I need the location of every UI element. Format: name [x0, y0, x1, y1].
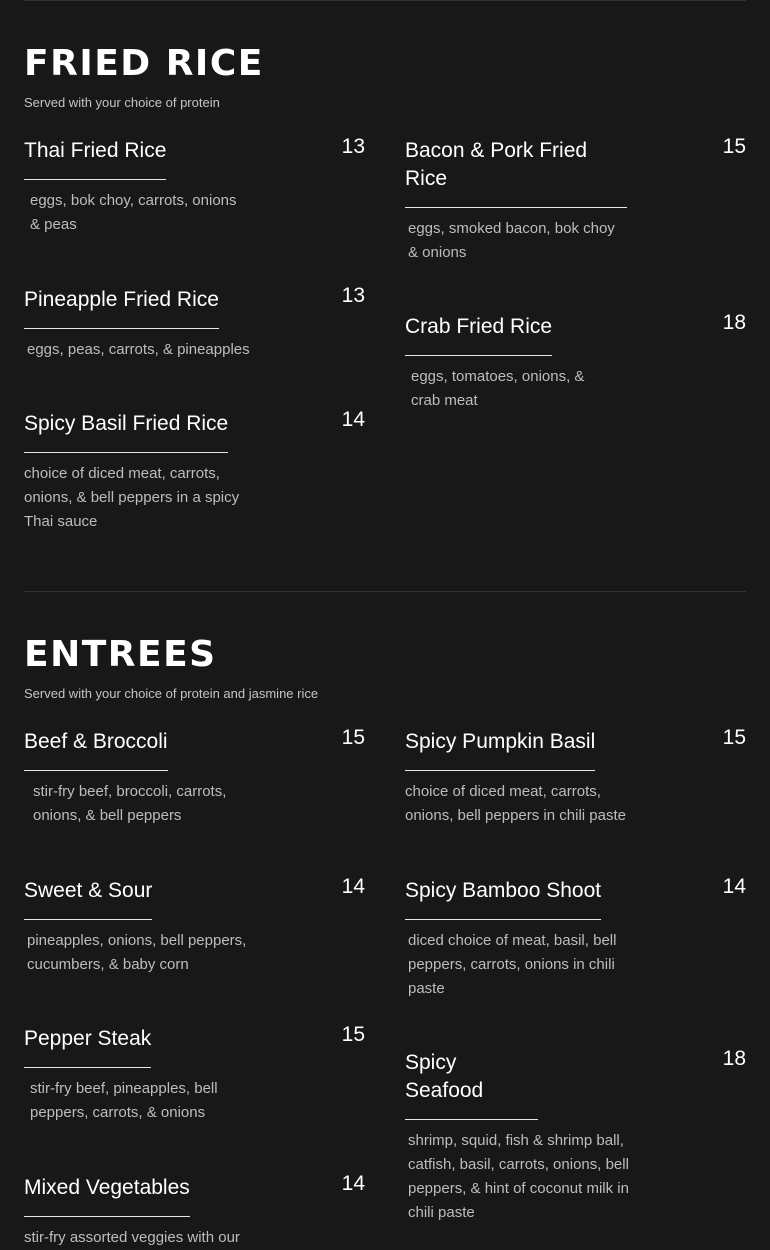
item-description: choice of diced meat, carrots, onions, & bell peppers in a spicy Thai sauce: [24, 465, 240, 530]
item-price: 18: [722, 1047, 746, 1070]
item-name: Spicy Seafood: [405, 1049, 538, 1120]
item-name: Spicy Bamboo Shoot: [405, 877, 601, 920]
item-name: Beef & Broccoli: [24, 728, 168, 771]
item-name: Crab Fried Rice: [405, 313, 552, 356]
menu-item: [24, 877, 365, 977]
menu-item: [405, 313, 746, 413]
fried-rice-section-subtitle: Served with your choice of protein: [24, 95, 220, 110]
menu-item: [405, 137, 746, 265]
item-price: 18: [722, 311, 746, 334]
menu-item: [24, 137, 365, 237]
item-price: 13: [341, 284, 365, 307]
item-name: Spicy Pumpkin Basil: [405, 728, 595, 771]
item-description: eggs, tomatoes, onions, & crab meat: [411, 368, 585, 409]
menu-item: [24, 1025, 365, 1125]
item-price: 14: [722, 875, 746, 898]
menu-item: [24, 410, 365, 534]
item-price: 15: [341, 726, 365, 749]
item-name: Thai Fried Rice: [24, 137, 166, 180]
item-description: eggs, bok choy, carrots, onions & peas: [30, 192, 237, 233]
section-divider: [24, 591, 746, 592]
item-description: eggs, smoked bacon, bok choy & onions: [408, 220, 615, 261]
item-description: eggs, peas, carrots, & pineapples: [27, 341, 250, 358]
item-name: Bacon & Pork Fried Rice: [405, 137, 627, 208]
item-price: 14: [341, 875, 365, 898]
item-price: 14: [341, 408, 365, 431]
menu-item: [405, 877, 746, 1001]
item-name: Spicy Basil Fried Rice: [24, 410, 228, 453]
fried-rice-section-title: FRIED RICE: [24, 43, 264, 84]
item-description: pineapples, onions, bell peppers, cucumbers, & baby corn: [27, 932, 247, 973]
menu-item: [24, 286, 365, 362]
item-name: Mixed Vegetables: [24, 1174, 190, 1217]
item-price: 13: [341, 135, 365, 158]
menu-item: [405, 728, 746, 828]
item-price: 15: [722, 726, 746, 749]
item-name: Sweet & Sour: [24, 877, 152, 920]
item-description: stir-fry beef, broccoli, carrots, onions, & bell peppers: [33, 783, 227, 824]
item-price: 15: [341, 1023, 365, 1046]
item-price: 14: [341, 1172, 365, 1195]
item-name: Pineapple Fried Rice: [24, 286, 219, 329]
item-description: stir-fry beef, pineapples, bell peppers, carrots, & onions: [30, 1080, 218, 1121]
item-description: shrimp, squid, fish & shrimp ball, catfish, basil, carrots, onions, bell peppers, & hint of coconut milk in chili paste: [408, 1132, 629, 1221]
menu-item: [405, 1049, 746, 1225]
item-name: Pepper Steak: [24, 1025, 151, 1068]
entrees-section-title: ENTREES: [24, 634, 217, 675]
item-price: 15: [722, 135, 746, 158]
entrees-section-subtitle: Served with your choice of protein and jasmine rice: [24, 686, 319, 701]
menu-item: [24, 1174, 365, 1250]
item-description: stir-fry assorted veggies with our: [24, 1229, 240, 1246]
item-description: diced choice of meat, basil, bell peppers, carrots, onions in chili paste: [408, 932, 617, 997]
menu-item: [24, 728, 365, 828]
item-description: choice of diced meat, carrots, onions, bell peppers in chili paste: [405, 783, 626, 824]
top-divider: [24, 0, 746, 1]
